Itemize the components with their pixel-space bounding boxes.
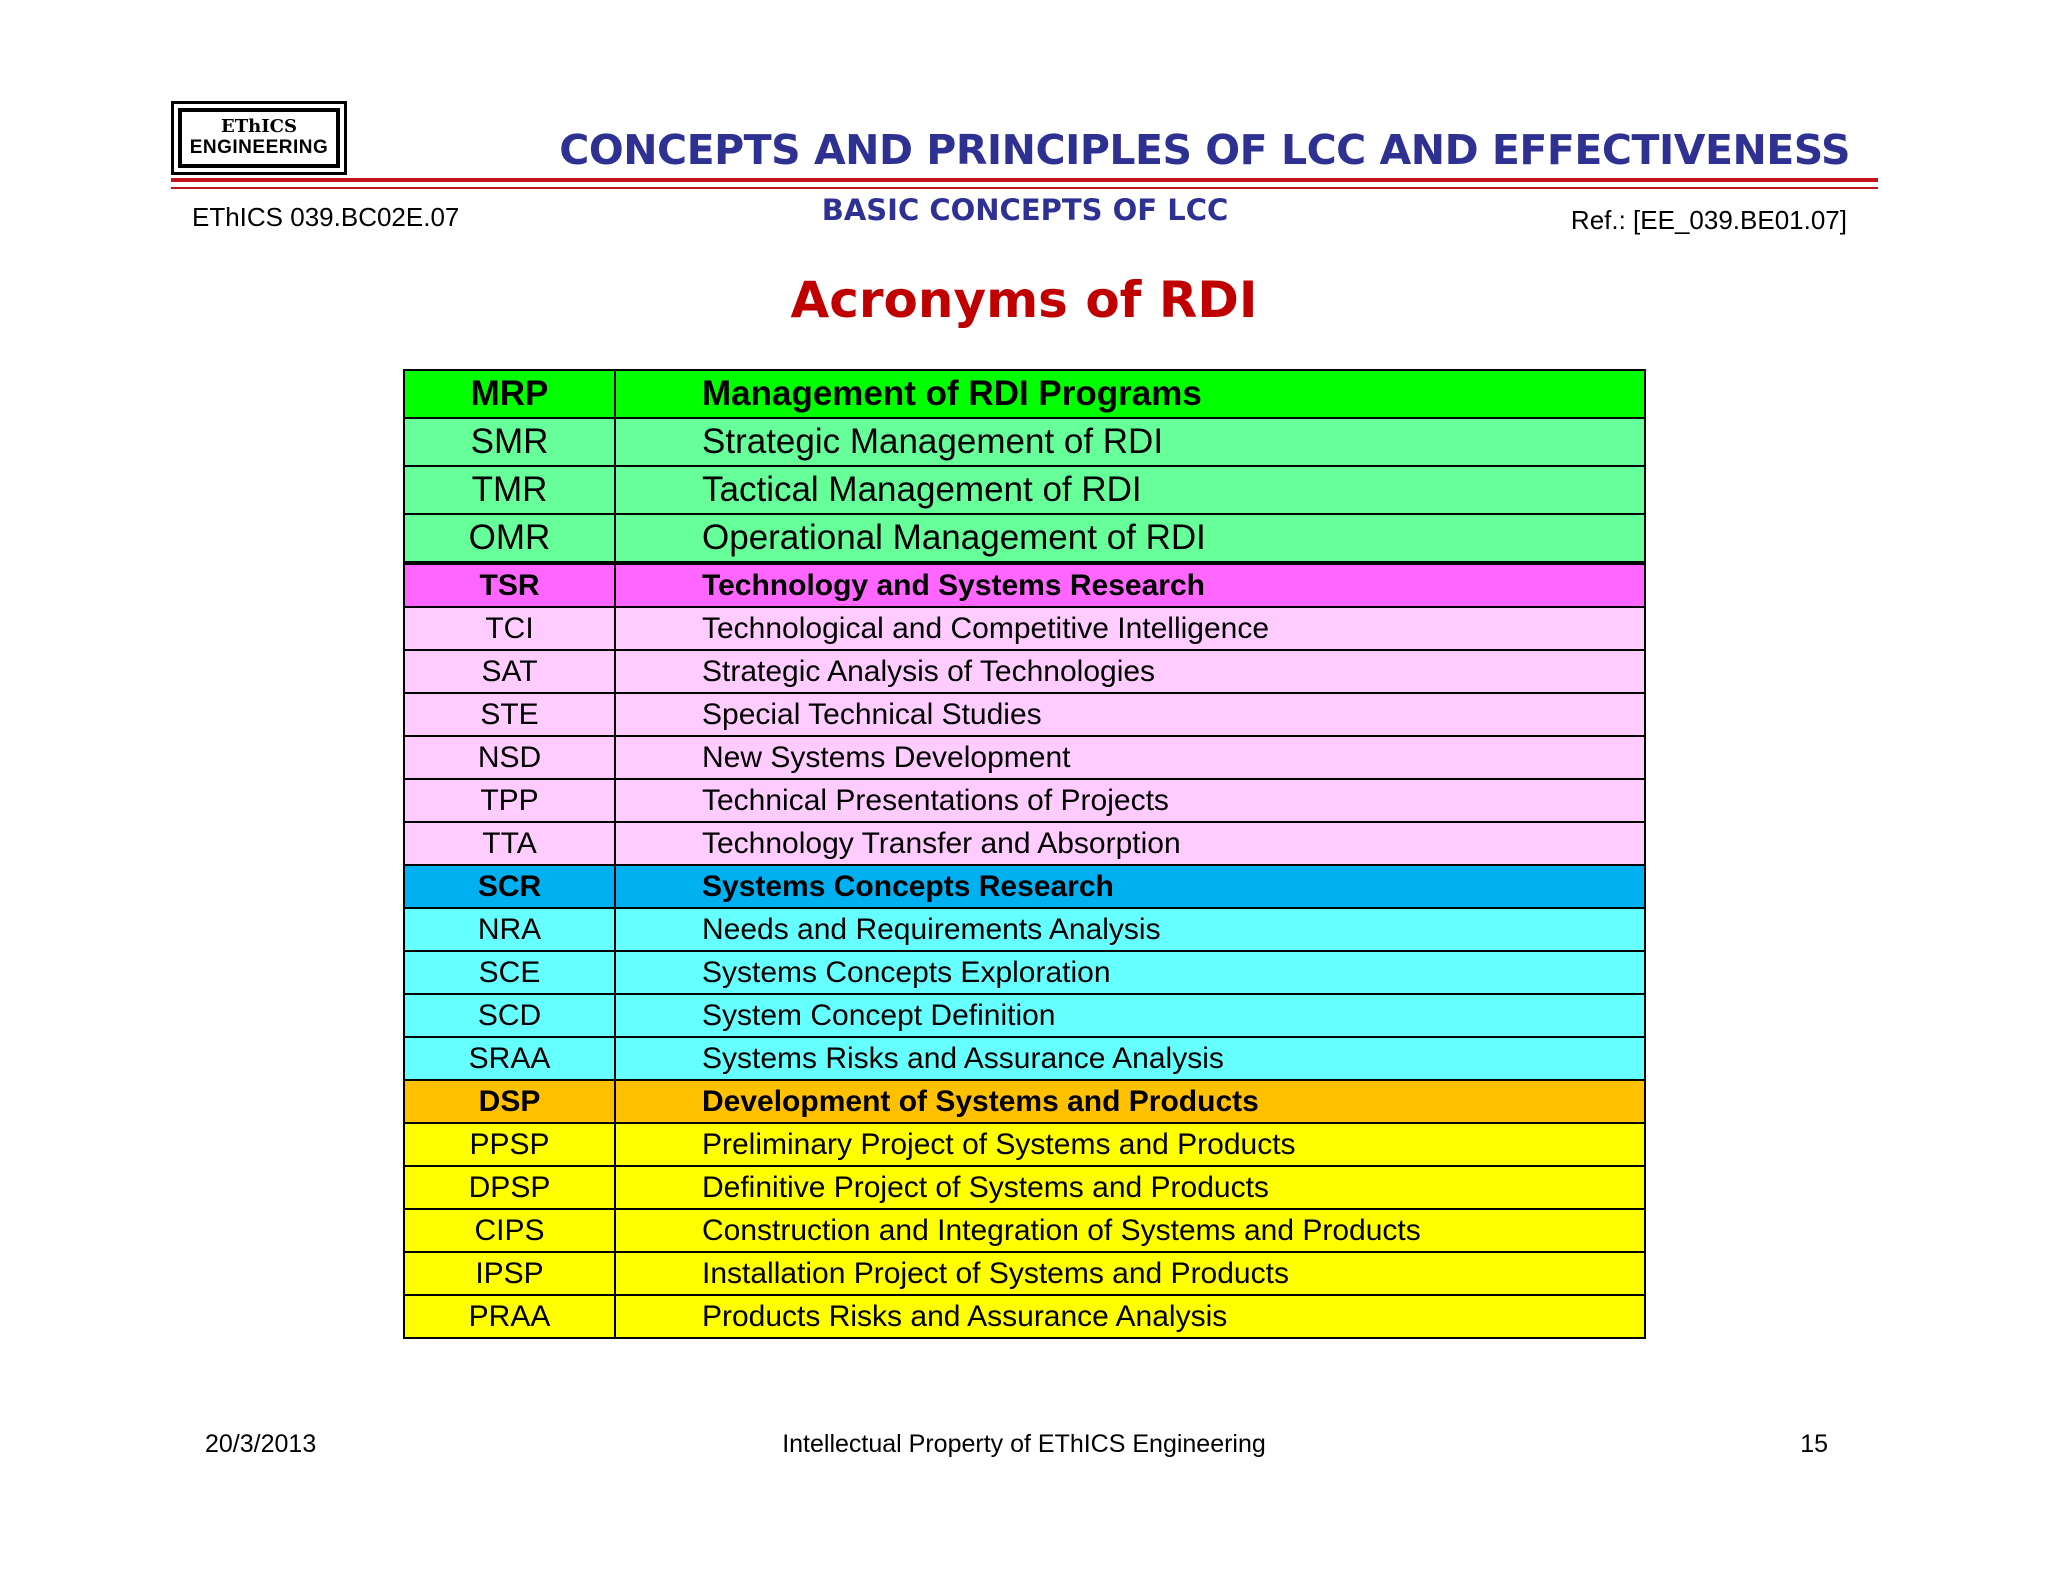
page-number: 15 [1800,1430,1828,1458]
acronym-cell: MRP [404,370,615,418]
table-row [404,736,1645,779]
definition-cell: Systems Risks and Assurance Analysis [615,1037,1645,1080]
table-row-group-header [404,1080,1645,1123]
header-rule-thin [171,187,1878,189]
table-row [404,1252,1645,1295]
reference-code: Ref.: [EE_039.BE01.07] [1570,205,1847,235]
table-row [404,822,1645,865]
page-title: CONCEPTS AND PRINCIPLES OF LCC AND EFFECTIVENESS [559,126,1850,174]
acronym-cell: CIPS [404,1209,615,1252]
ethics-engineering-logo [171,101,347,175]
table-row [404,607,1645,650]
acronym-cell: TCI [404,607,615,650]
acronym-cell: TSR [404,563,615,607]
definition-cell: Management of RDI Programs [615,370,1645,418]
definition-cell: Products Risks and Assurance Analysis [615,1295,1645,1338]
acronym-cell: SMR [404,418,615,466]
table-row-group-header [404,865,1645,908]
footer-copyright: Intellectual Property of EThICS Engineering [782,1430,1266,1458]
definition-cell: System Concept Definition [615,994,1645,1037]
acronym-cell: TTA [404,822,615,865]
table-row [404,418,1645,466]
definition-cell: Tactical Management of RDI [615,466,1645,514]
definition-cell: Technological and Competitive Intelligence [615,607,1645,650]
definition-cell: Technology and Systems Research [615,563,1645,607]
acronym-cell: TMR [404,466,615,514]
table-row [404,1209,1645,1252]
table-row-group-header [404,370,1645,418]
logo-text-line1: EThICS [221,116,297,137]
table-row [404,994,1645,1037]
acronym-cell: OMR [404,514,615,563]
table-row [404,650,1645,693]
acronyms-table [403,369,1646,1339]
acronym-cell: IPSP [404,1252,615,1295]
acronym-cell: SAT [404,650,615,693]
logo-frame [178,108,340,168]
acronym-cell: SCR [404,865,615,908]
table-row [404,466,1645,514]
definition-cell: New Systems Development [615,736,1645,779]
table-row [404,1166,1645,1209]
header-rule-thick [171,178,1878,182]
table-row [404,951,1645,994]
definition-cell: Preliminary Project of Systems and Products [615,1123,1645,1166]
acronym-cell: DSP [404,1080,615,1123]
table-row [404,514,1645,563]
acronym-cell: SRAA [404,1037,615,1080]
definition-cell: Special Technical Studies [615,693,1645,736]
acronym-cell: SCE [404,951,615,994]
acronym-cell: PRAA [404,1295,615,1338]
table-row [404,693,1645,736]
definition-cell: Installation Project of Systems and Products [615,1252,1645,1295]
definition-cell: Needs and Requirements Analysis [615,908,1645,951]
footer-date: 20/3/2013 [205,1430,317,1458]
definition-cell: Systems Concepts Research [615,865,1645,908]
acronym-cell: TPP [404,779,615,822]
definition-cell: Operational Management of RDI [615,514,1645,563]
definition-cell: Strategic Management of RDI [615,418,1645,466]
page-subtitle: BASIC CONCEPTS OF LCC [821,193,1229,227]
definition-cell: Strategic Analysis of Technologies [615,650,1645,693]
definition-cell: Construction and Integration of Systems and Products [615,1209,1645,1252]
table-row [404,779,1645,822]
slide-title: Acronyms of RDI [790,271,1258,329]
definition-cell: Systems Concepts Exploration [615,951,1645,994]
acronym-cell: DPSP [404,1166,615,1209]
acronym-cell: PPSP [404,1123,615,1166]
definition-cell: Technical Presentations of Projects [615,779,1645,822]
definition-cell: Technology Transfer and Absorption [615,822,1645,865]
document-code: EThICS 039.BC02E.07 [192,202,460,232]
table-row [404,1123,1645,1166]
acronym-cell: SCD [404,994,615,1037]
table-row-group-header [404,563,1645,607]
logo-text-line2: ENGINEERING [189,137,329,158]
table-row [404,1295,1645,1338]
definition-cell: Definitive Project of Systems and Products [615,1166,1645,1209]
definition-cell: Development of Systems and Products [615,1080,1645,1123]
acronym-cell: STE [404,693,615,736]
acronym-cell: NRA [404,908,615,951]
table-row [404,1037,1645,1080]
acronym-cell: NSD [404,736,615,779]
table-row [404,908,1645,951]
